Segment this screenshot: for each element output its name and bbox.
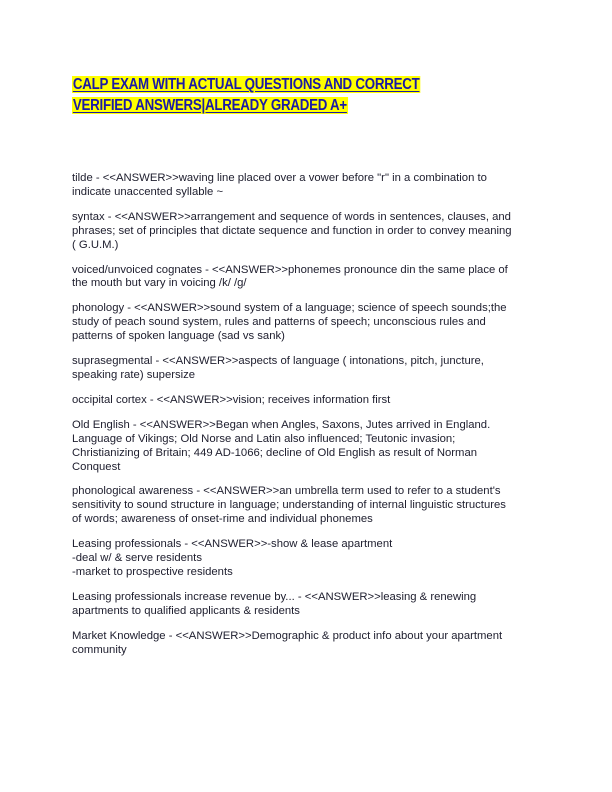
flashcard-entry-leasing-revenue: Leasing professionals increase revenue by... - <<ANSWER>>leasing & renewing apartments to qualified applicants & residents [72, 590, 477, 617]
document-title [72, 74, 468, 116]
flashcard-entry-tilde: tilde - <<ANSWER>>waving line placed over a vower before "r" in a combination to indicate unaccented syllable ~ [72, 172, 487, 198]
flashcard-entry-suprasegmental: suprasegmental - <<ANSWER>>aspects of language ( intonations, pitch, juncture, speaking rate) supersize [72, 355, 484, 381]
flashcard-entry-voiced-unvoiced-cognates: voiced/unvoiced cognates - <<ANSWER>>phonemes pronounce din the same place of the mouth but vary in voicing /k/ /g/ [72, 263, 508, 290]
document-title-text: CALP EXAM WITH ACTUAL QUESTIONS AND CORRECT VERIFIED ANSWERS|ALREADY GRADED A+ [72, 76, 420, 114]
flashcard-entry-syntax: syntax - <<ANSWER>>arrangement and sequence of words in sentences, clauses, and phrases; set of principles that dictate sequence and function in order to convey meaning ( G.U.M.) [72, 210, 512, 251]
flashcard-entry-occipital-cortex: occipital cortex - <<ANSWER>>vision; receives information first [72, 393, 391, 406]
flashcard-entry-market-knowledge: Market Knowledge - <<ANSWER>>Demographic & product info about your apartment community [72, 629, 503, 656]
flashcard-entry-old-english: Old English - <<ANSWER>>Began when Angles, Saxons, Jutes arrived in England. Language of Vikings; Old Norse and Latin also influenced; Teutonic invasion; Christianizing of Britain; 449 AD-1066; decline of Old English as result of Norman Conquest [72, 418, 491, 473]
flashcard-list [72, 172, 544, 668]
flashcard-entry-leasing-professionals: Leasing professionals - <<ANSWER>>-show & lease apartment -deal w/ & serve residents -market to prospective residents [72, 538, 393, 578]
flashcard-entry-phonology: phonology - <<ANSWER>>sound system of a language; science of speech sounds;the study of peach sound system, rules and patterns of speech; unconscious rules and patterns of spoken language (sad vs sank) [72, 302, 507, 343]
flashcard-entry-phonological-awareness: phonological awareness - <<ANSWER>>an umbrella term used to refer to a student's sensitivity to sound structure in language; understanding of internal linguistic structures of words; awareness of onset-rime and individual phonemes [72, 485, 506, 526]
